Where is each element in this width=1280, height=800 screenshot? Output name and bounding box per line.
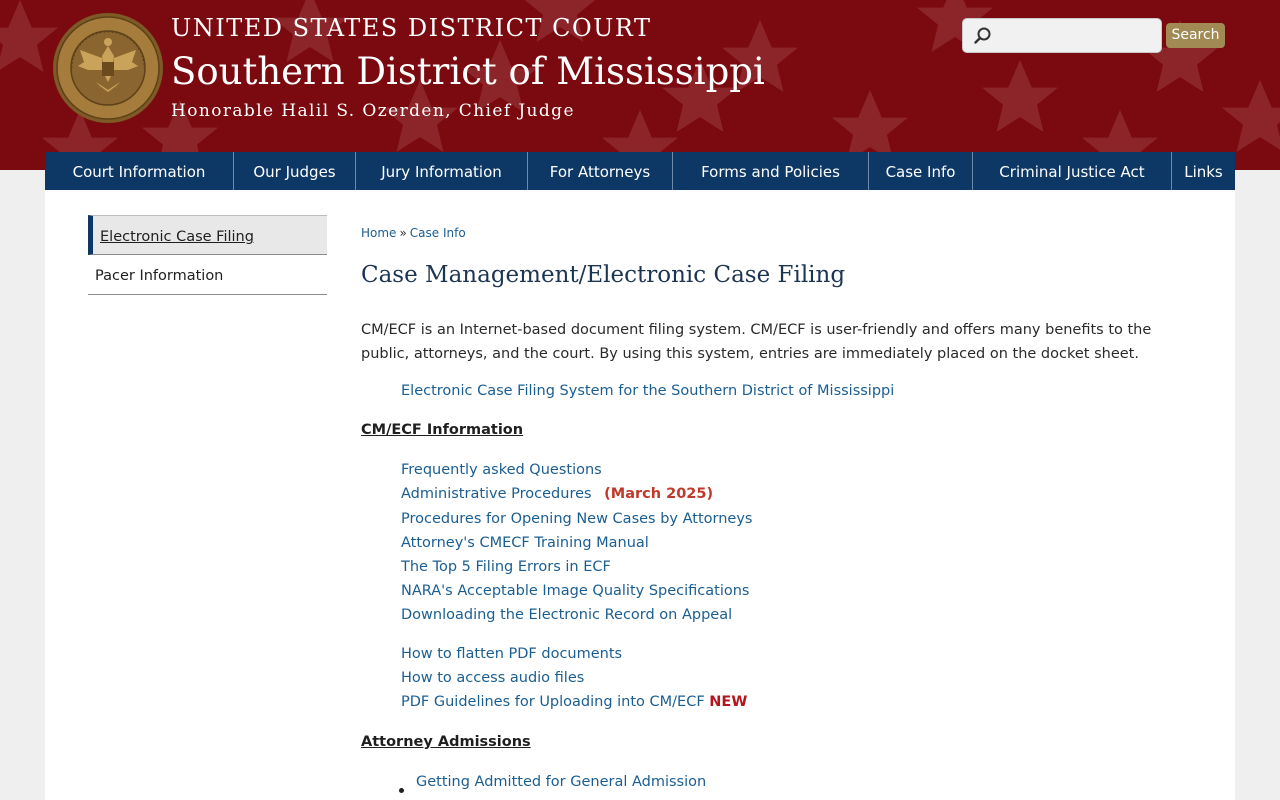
administrative-procedures-label[interactable]: Administrative Procedures [401, 486, 592, 502]
search-icon [973, 26, 993, 46]
nav-item-links[interactable]: Links [1184, 163, 1223, 181]
search-box[interactable] [962, 18, 1162, 53]
march-2025-note: (March 2025) [604, 486, 714, 502]
cmecf-information-heading: CM/ECF Information [361, 422, 524, 438]
new-badge: NEW [709, 694, 748, 710]
pdf-guidelines-link[interactable] [401, 694, 747, 710]
record-on-appeal-link[interactable]: Downloading the Electronic Record on Appeal [401, 607, 733, 623]
administrative-procedures-link[interactable] [401, 486, 713, 502]
nav-item-forms-and-policies[interactable]: Forms and Policies [673, 152, 869, 190]
court-seal-icon [52, 12, 164, 124]
intro-paragraph: CM/ECF is an Internet-based document filing system. CM/ECF is user-friendly and offers many benefits to the public, attorneys, and the court. By using this system, entries are immediately placed on the docket sheet. [361, 322, 1152, 362]
site-header [0, 0, 1280, 170]
nara-image-specs-link[interactable]: NARA's Acceptable Image Quality Specifications [401, 583, 750, 599]
court-name: UNITED STATES DISTRICT COURT [171, 14, 652, 42]
chief-judge: Honorable Halil S. Ozerden, Chief Judge [171, 101, 575, 121]
audio-files-link[interactable]: How to access audio files [401, 670, 585, 686]
breadcrumb-case-info-link[interactable]: Case Info [409, 226, 466, 240]
training-manual-link[interactable]: Attorney's CMECF Training Manual [401, 535, 649, 551]
nav-item-court-information[interactable]: Court Information [45, 152, 234, 190]
search-input[interactable] [997, 21, 1157, 50]
nav-item-jury-information[interactable]: Jury Information [356, 152, 528, 190]
nav-item-our-judges[interactable]: Our Judges [234, 152, 356, 190]
breadcrumb-home-link[interactable]: Home [361, 226, 397, 240]
sidebar-item-pacer-information[interactable]: Pacer Information [88, 255, 327, 295]
attorney-admissions-heading: Attorney Admissions [361, 734, 531, 750]
top-5-filing-errors-link[interactable]: The Top 5 Filing Errors in ECF [401, 559, 611, 575]
pdf-guidelines-label[interactable]: PDF Guidelines for Uploading into CM/ECF [401, 694, 705, 710]
page-title: Case Management/Electronic Case Filing [361, 262, 846, 288]
nav-item-case-info[interactable]: Case Info [869, 152, 973, 190]
list-bullet [399, 788, 404, 793]
faq-link[interactable]: Frequently asked Questions [401, 462, 602, 478]
nav-item-for-attorneys[interactable]: For Attorneys [528, 152, 673, 190]
sidebar [88, 215, 327, 295]
breadcrumb [361, 226, 466, 240]
general-admission-link[interactable]: Getting Admitted for General Admission [416, 774, 707, 790]
main-nav [45, 152, 1235, 190]
breadcrumb-separator: » [399, 226, 407, 240]
opening-new-cases-link[interactable]: Procedures for Opening New Cases by Attorneys [401, 511, 753, 527]
search-button[interactable]: Search [1166, 23, 1225, 48]
sidebar-item-electronic-case-filing[interactable]: Electronic Case Filing [88, 215, 327, 255]
flatten-pdf-link[interactable]: How to flatten PDF documents [401, 646, 623, 662]
ecf-system-link[interactable]: Electronic Case Filing System for the Southern District of Mississippi [401, 383, 895, 399]
nav-item-criminal-justice-act[interactable]: Criminal Justice Act [973, 152, 1172, 190]
district-name[interactable]: Southern District of Mississippi [171, 50, 765, 93]
